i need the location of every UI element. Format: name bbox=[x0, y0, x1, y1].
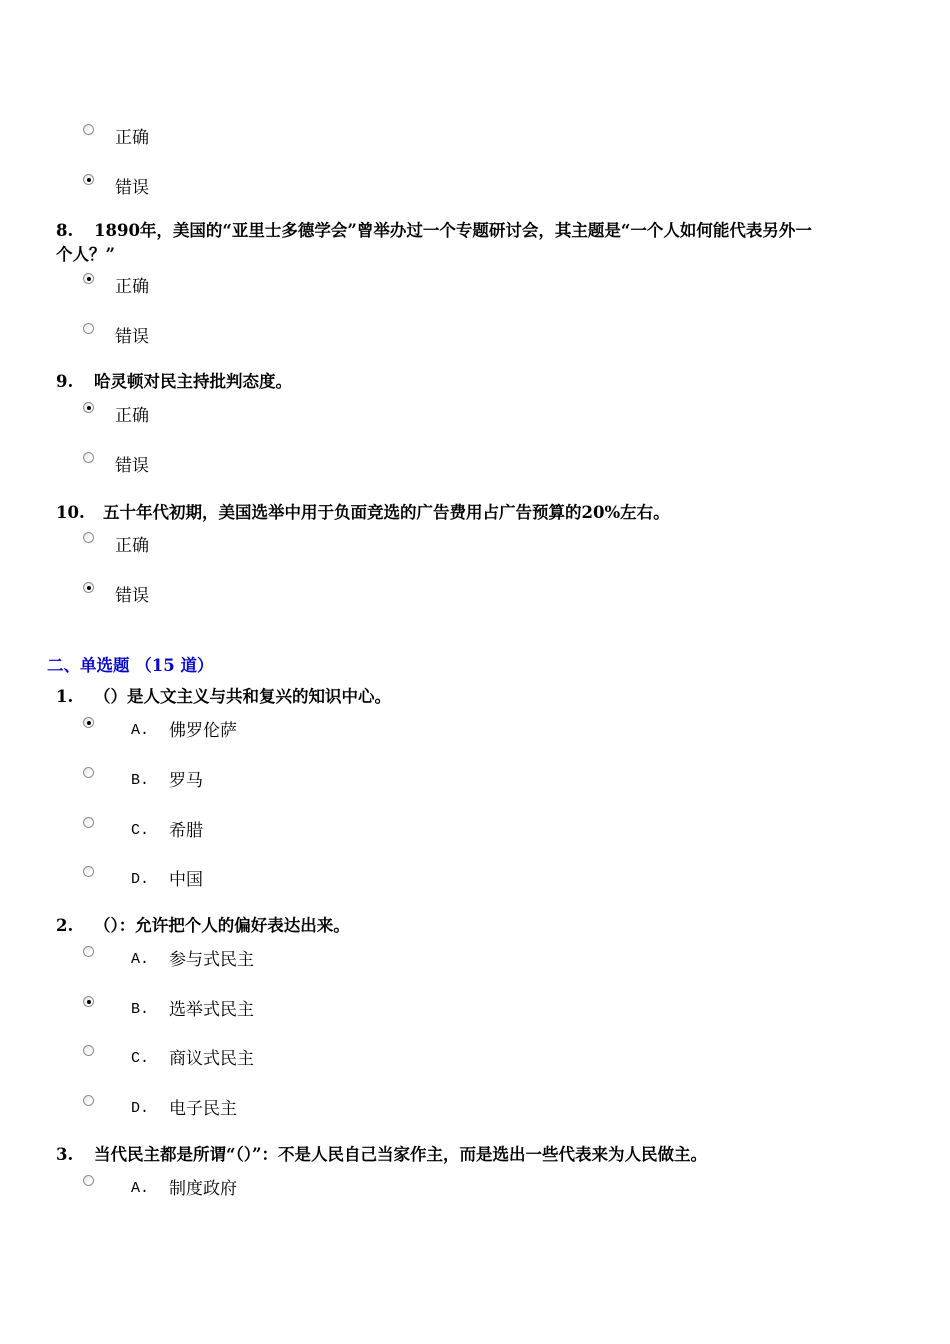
sc-q3-option-a: 制度政府 bbox=[169, 1179, 237, 1199]
q8-radio-wrong[interactable] bbox=[83, 323, 94, 334]
sc-q1-radio-a[interactable] bbox=[83, 717, 94, 728]
sc-q2-letter-c: C. bbox=[131, 1050, 150, 1067]
q10-radio-wrong[interactable] bbox=[83, 582, 94, 593]
q8-option-wrong: 错误 bbox=[115, 327, 149, 347]
sc-q2-letter-a: A. bbox=[131, 951, 150, 968]
q8-radio-correct[interactable] bbox=[83, 273, 94, 284]
q10-text: 五十年代初期，美国选举中用于负面竞选的广告费用占广告预算的20%左右。 bbox=[103, 503, 670, 522]
sc-q1-option-b: 罗马 bbox=[169, 771, 203, 791]
sc-q2-letter-b: B. bbox=[131, 1001, 150, 1018]
sc-q1-option-d: 中国 bbox=[169, 870, 203, 890]
sc-q2-radio-b[interactable] bbox=[83, 996, 94, 1007]
q10-option-wrong: 错误 bbox=[115, 586, 149, 606]
sc-q1-letter-a: A. bbox=[131, 722, 150, 739]
sc-q2-letter-d: D. bbox=[131, 1100, 150, 1117]
sc-q2-option-d: 电子民主 bbox=[169, 1099, 237, 1119]
q8-option-correct: 正确 bbox=[115, 277, 149, 297]
q10-number: 10. bbox=[56, 503, 85, 522]
q7-option-wrong: 错误 bbox=[115, 178, 149, 198]
q10-option-correct: 正确 bbox=[115, 536, 149, 556]
sc-q2-radio-d[interactable] bbox=[83, 1095, 94, 1106]
q7-radio-correct[interactable] bbox=[83, 124, 94, 135]
section-heading-single-choice: 二、单选题 （15 道） bbox=[47, 656, 214, 675]
q9-text: 哈灵顿对民主持批判态度。 bbox=[94, 372, 292, 391]
sc-q1-option-a: 佛罗伦萨 bbox=[169, 721, 237, 741]
sc-q3-text: 当代民主都是所谓“（）”：不是人民自己当家作主，而是选出一些代表来为人民做主。 bbox=[94, 1145, 707, 1164]
sc-q1-radio-c[interactable] bbox=[83, 817, 94, 828]
sc-q2-option-a: 参与式民主 bbox=[169, 950, 254, 970]
sc-q1-text: （）是人文主义与共和复兴的知识中心。 bbox=[94, 687, 391, 706]
sc-q3-radio-a[interactable] bbox=[83, 1175, 94, 1186]
q7-radio-wrong[interactable] bbox=[83, 174, 94, 185]
sc-q3-number: 3. bbox=[56, 1145, 74, 1164]
sc-q1-letter-c: C. bbox=[131, 822, 150, 839]
sc-q1-letter-d: D. bbox=[131, 871, 150, 888]
q7-option-correct: 正确 bbox=[115, 128, 149, 148]
q9-radio-wrong[interactable] bbox=[83, 452, 94, 463]
q9-option-wrong: 错误 bbox=[115, 456, 149, 476]
sc-q1-radio-d[interactable] bbox=[83, 866, 94, 877]
q8-number: 8. bbox=[56, 221, 74, 240]
sc-q1-radio-b[interactable] bbox=[83, 767, 94, 778]
q10-radio-correct[interactable] bbox=[83, 532, 94, 543]
sc-q1-letter-b: B. bbox=[131, 772, 150, 789]
sc-q2-text: （）：允许把个人的偏好表达出来。 bbox=[94, 916, 350, 935]
q9-number: 9. bbox=[56, 372, 74, 391]
sc-q1-option-c: 希腊 bbox=[169, 821, 203, 841]
sc-q2-radio-c[interactable] bbox=[83, 1045, 94, 1056]
sc-q2-option-b: 选举式民主 bbox=[169, 1000, 254, 1020]
q9-radio-correct[interactable] bbox=[83, 402, 94, 413]
sc-q2-number: 2. bbox=[56, 916, 74, 935]
q8-text-line1: 1890年，美国的“亚里士多德学会”曾举办过一个专题研讨会，其主题是“一个人如何能代表另外一 bbox=[94, 221, 812, 240]
sc-q2-radio-a[interactable] bbox=[83, 946, 94, 957]
sc-q2-option-c: 商议式民主 bbox=[169, 1049, 254, 1069]
q8-text-line2: 个人？” bbox=[56, 245, 115, 264]
sc-q1-number: 1. bbox=[56, 687, 74, 706]
q9-option-correct: 正确 bbox=[115, 406, 149, 426]
sc-q3-letter-a: A. bbox=[131, 1180, 150, 1197]
